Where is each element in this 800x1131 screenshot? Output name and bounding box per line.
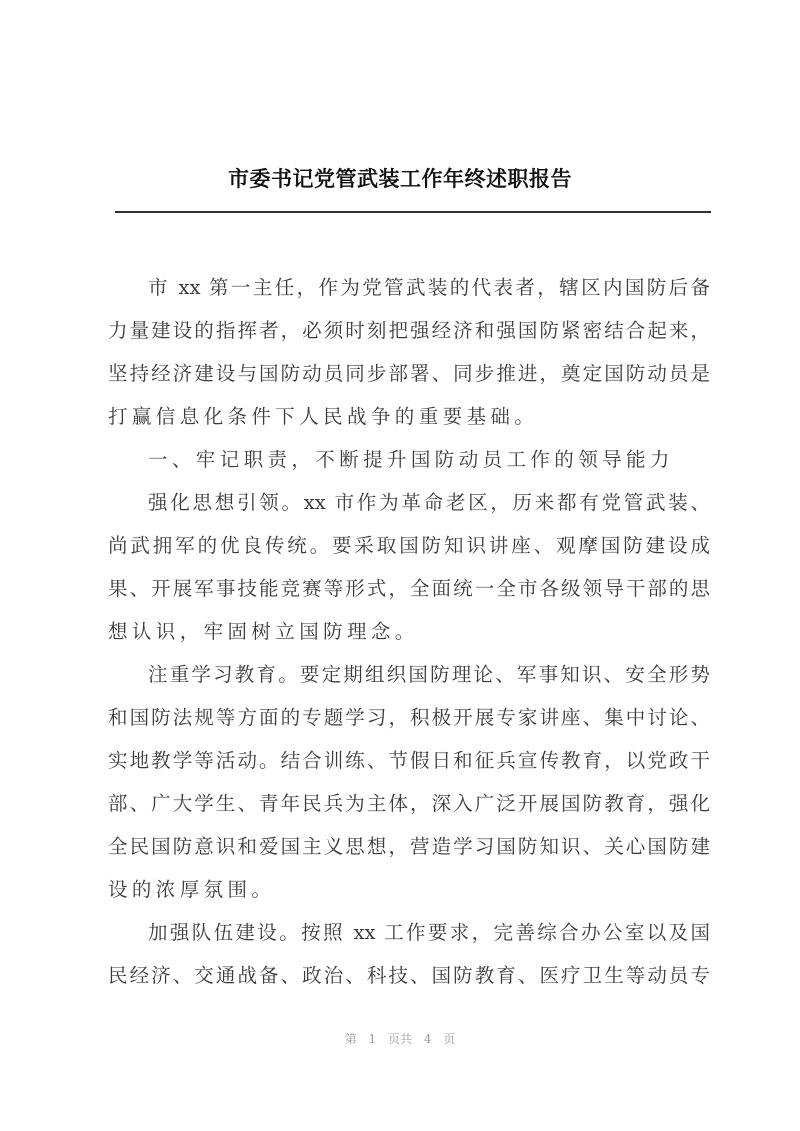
paragraph-line: 和国防法规等方面的专题学习，积极开展专家讲座、集中讨论、: [108, 706, 710, 729]
paragraph-line: 想认识，牢固树立国防理念。: [108, 620, 419, 643]
paragraph: [108, 266, 710, 438]
title-divider: [115, 211, 711, 213]
paragraph-line: 力量建设的指挥者，必须时刻把强经济和强国防紧密结合起来，: [108, 319, 710, 342]
paragraph: [108, 438, 710, 481]
paragraph: [108, 481, 710, 653]
paragraph-line: 部、广大学生、青年民兵为主体，深入广泛开展国防教育，强化: [108, 792, 710, 815]
paragraph-line: 强化思想引领。xx 市作为革命老区，历来都有党管武装、: [148, 491, 710, 514]
paragraph-line: 果、开展军事技能竞赛等形式，全面统一全市各级领导干部的思: [108, 577, 710, 600]
paragraph-line: 一、牢记职责，不断提升国防动员工作的领导能力: [148, 448, 674, 471]
paragraph-line: 民经济、交通战备、政治、科技、国防教育、医疗卫生等动员专: [108, 964, 710, 987]
paragraph-line: 加强队伍建设。按照 xx 工作要求，完善综合办公室以及国: [148, 921, 710, 944]
paragraph-line: 全民国防意识和爱国主义思想，营造学习国防知识、关心国防建: [108, 835, 710, 858]
paragraph: [108, 653, 710, 911]
document-title: 市委书记党管武装工作年终述职报告: [228, 167, 572, 191]
paragraph-line: 实地教学等活动。结合训练、节假日和征兵宣传教育，以党政干: [108, 749, 710, 772]
paragraph-line: 打赢信息化条件下人民战争的重要基础。: [108, 405, 539, 428]
paragraph-line: 设的浓厚氛围。: [108, 878, 276, 901]
paragraph-line: 坚持经济建设与国防动员同步部署、同步推进，奠定国防动员是: [108, 362, 710, 385]
paragraph-line: 尚武拥军的优良传统。要采取国防知识讲座、观摩国防建设成: [108, 534, 710, 557]
paragraph: [108, 911, 710, 997]
paragraph-line: 市 xx 第一主任，作为党管武装的代表者，辖区内国防后备: [148, 276, 710, 299]
document-body: [108, 266, 710, 997]
paragraph-line: 注重学习教育。要定期组织国防理论、军事知识、安全形势: [148, 663, 710, 686]
page-number: 第 1 页共 4 页: [344, 1032, 456, 1046]
